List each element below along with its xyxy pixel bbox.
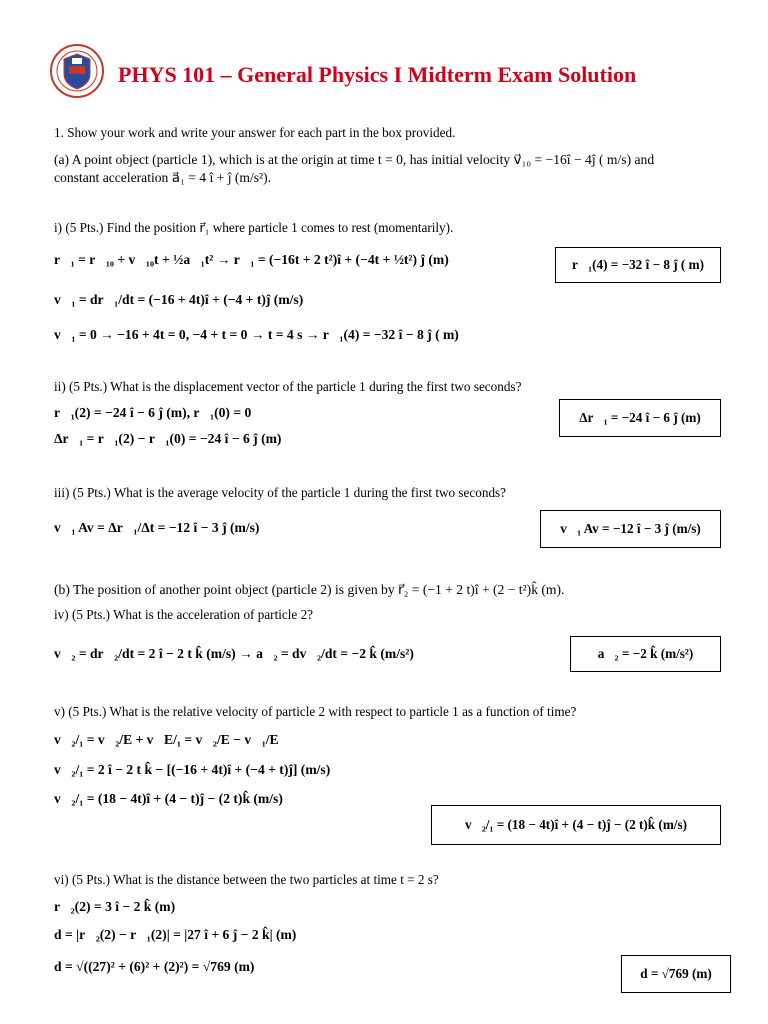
question-part-b: (b) The position of another point object (particle 2) is given by r⃗₂ = (−1 + 2 t)î + (2 − t²)k̂ (m). xyxy=(54,582,565,597)
answer-box-iii: v⃗₁ Av = −12 î − 3 ĵ (m/s) xyxy=(540,510,721,548)
part-vi-equation-2: d = |r⃗₂(2) − r⃗₁(2)| = |27 î + 6 ĵ − 2 k̂| (m) xyxy=(54,927,297,942)
answer-box-iv: a⃗₂ = −2 k̂ (m/s²) xyxy=(570,636,721,672)
part-vi-equation-1: r⃗₂(2) = 3 î − 2 k̂ (m) xyxy=(54,899,176,914)
question-part-a-line-1: (a) A point object (particle 1), which is at the origin at time t = 0, has initial velocity v⃗₁₀ = −16î − 4ĵ ( m/s) and xyxy=(54,152,655,167)
part-i-question: i) (5 Pts.) Find the position r⃗₁ where particle 1 comes to rest (momentarily). xyxy=(54,220,454,235)
part-i-equation-2: v⃗₁ = dr⃗₁/dt = (−16 + 4t)î + (−4 + t)ĵ (m/s) xyxy=(54,292,304,307)
answer-box-ii: Δr⃗₁ = −24 î − 6 ĵ (m) xyxy=(559,399,721,437)
part-ii-question: ii) (5 Pts.) What is the displacement vector of the particle 1 during the first two seconds? xyxy=(54,379,522,394)
part-ii-equation-1: r⃗₁(2) = −24 î − 6 ĵ (m), r⃗₁(0) = 0 xyxy=(54,405,252,420)
part-ii-equation-2: Δr⃗₁ = r⃗₁(2) − r⃗₁(0) = −24 î − 6 ĵ (m) xyxy=(54,431,282,446)
university-logo xyxy=(50,44,104,98)
part-iii-equation-1: v⃗₁ Av = Δr⃗₁/Δt = −12 î − 3 ĵ (m/s) xyxy=(54,520,260,535)
question-part-a-line-2: constant acceleration a⃗₁ = 4 î + ĵ (m/s²). xyxy=(54,170,272,185)
page-title: PHYS 101 – General Physics I Midterm Exam Solution xyxy=(118,62,637,87)
question-intro: 1. Show your work and write your answer for each part in the box provided. xyxy=(54,125,456,140)
answer-box-vi: d = √769 (m) xyxy=(621,955,731,993)
part-v-equation-3: v⃗₂/₁ = (18 − 4t)î + (4 − t)ĵ − (2 t)k̂ (m/s) xyxy=(54,791,283,806)
part-v-question: v) (5 Pts.) What is the relative velocity of particle 2 with respect to particle 1 as a function of time? xyxy=(54,704,577,719)
part-iii-question: iii) (5 Pts.) What is the average velocity of the particle 1 during the first two seconds? xyxy=(54,485,507,500)
part-v-equation-2: v⃗₂/₁ = 2 î − 2 t k̂ − [(−16 + 4t)î + (−4 + t)ĵ] (m/s) xyxy=(54,762,331,777)
part-i-equation-1: r⃗₁ = r⃗₁₀ + v⃗₁₀t + ½a⃗₁t² → r⃗₁ = (−16t + 2 t²)î + (−4t + ½t²) ĵ (m) xyxy=(54,252,449,267)
part-vi-question: vi) (5 Pts.) What is the distance between the two particles at time t = 2 s? xyxy=(54,872,439,887)
answer-box-v: v⃗₂/₁ = (18 − 4t)î + (4 − t)ĵ − (2 t)k̂ (m/s) xyxy=(431,805,721,845)
answer-box-i: r⃗₁(4) = −32 î − 8 ĵ ( m) xyxy=(555,247,721,283)
part-iv-question: iv) (5 Pts.) What is the acceleration of particle 2? xyxy=(54,607,314,622)
part-iv-equation-1: v⃗₂ = dr⃗₂/dt = 2 î − 2 t k̂ (m/s) → a⃗₂ = dv⃗₂/dt = −2 k̂ (m/s²) xyxy=(54,646,414,661)
part-v-equation-1: v⃗₂/₁ = v⃗₂/E + v⃗E/₁ = v⃗₂/E − v⃗₁/E xyxy=(54,732,279,747)
part-vi-equation-3: d = √((27)² + (6)² + (2)²) = √769 (m) xyxy=(54,959,255,974)
part-i-equation-3: v⃗₁ = 0 → −16 + 4t = 0, −4 + t = 0 → t = 4 s → r⃗₁(4) = −32 î − 8 ĵ ( m) xyxy=(54,327,459,342)
